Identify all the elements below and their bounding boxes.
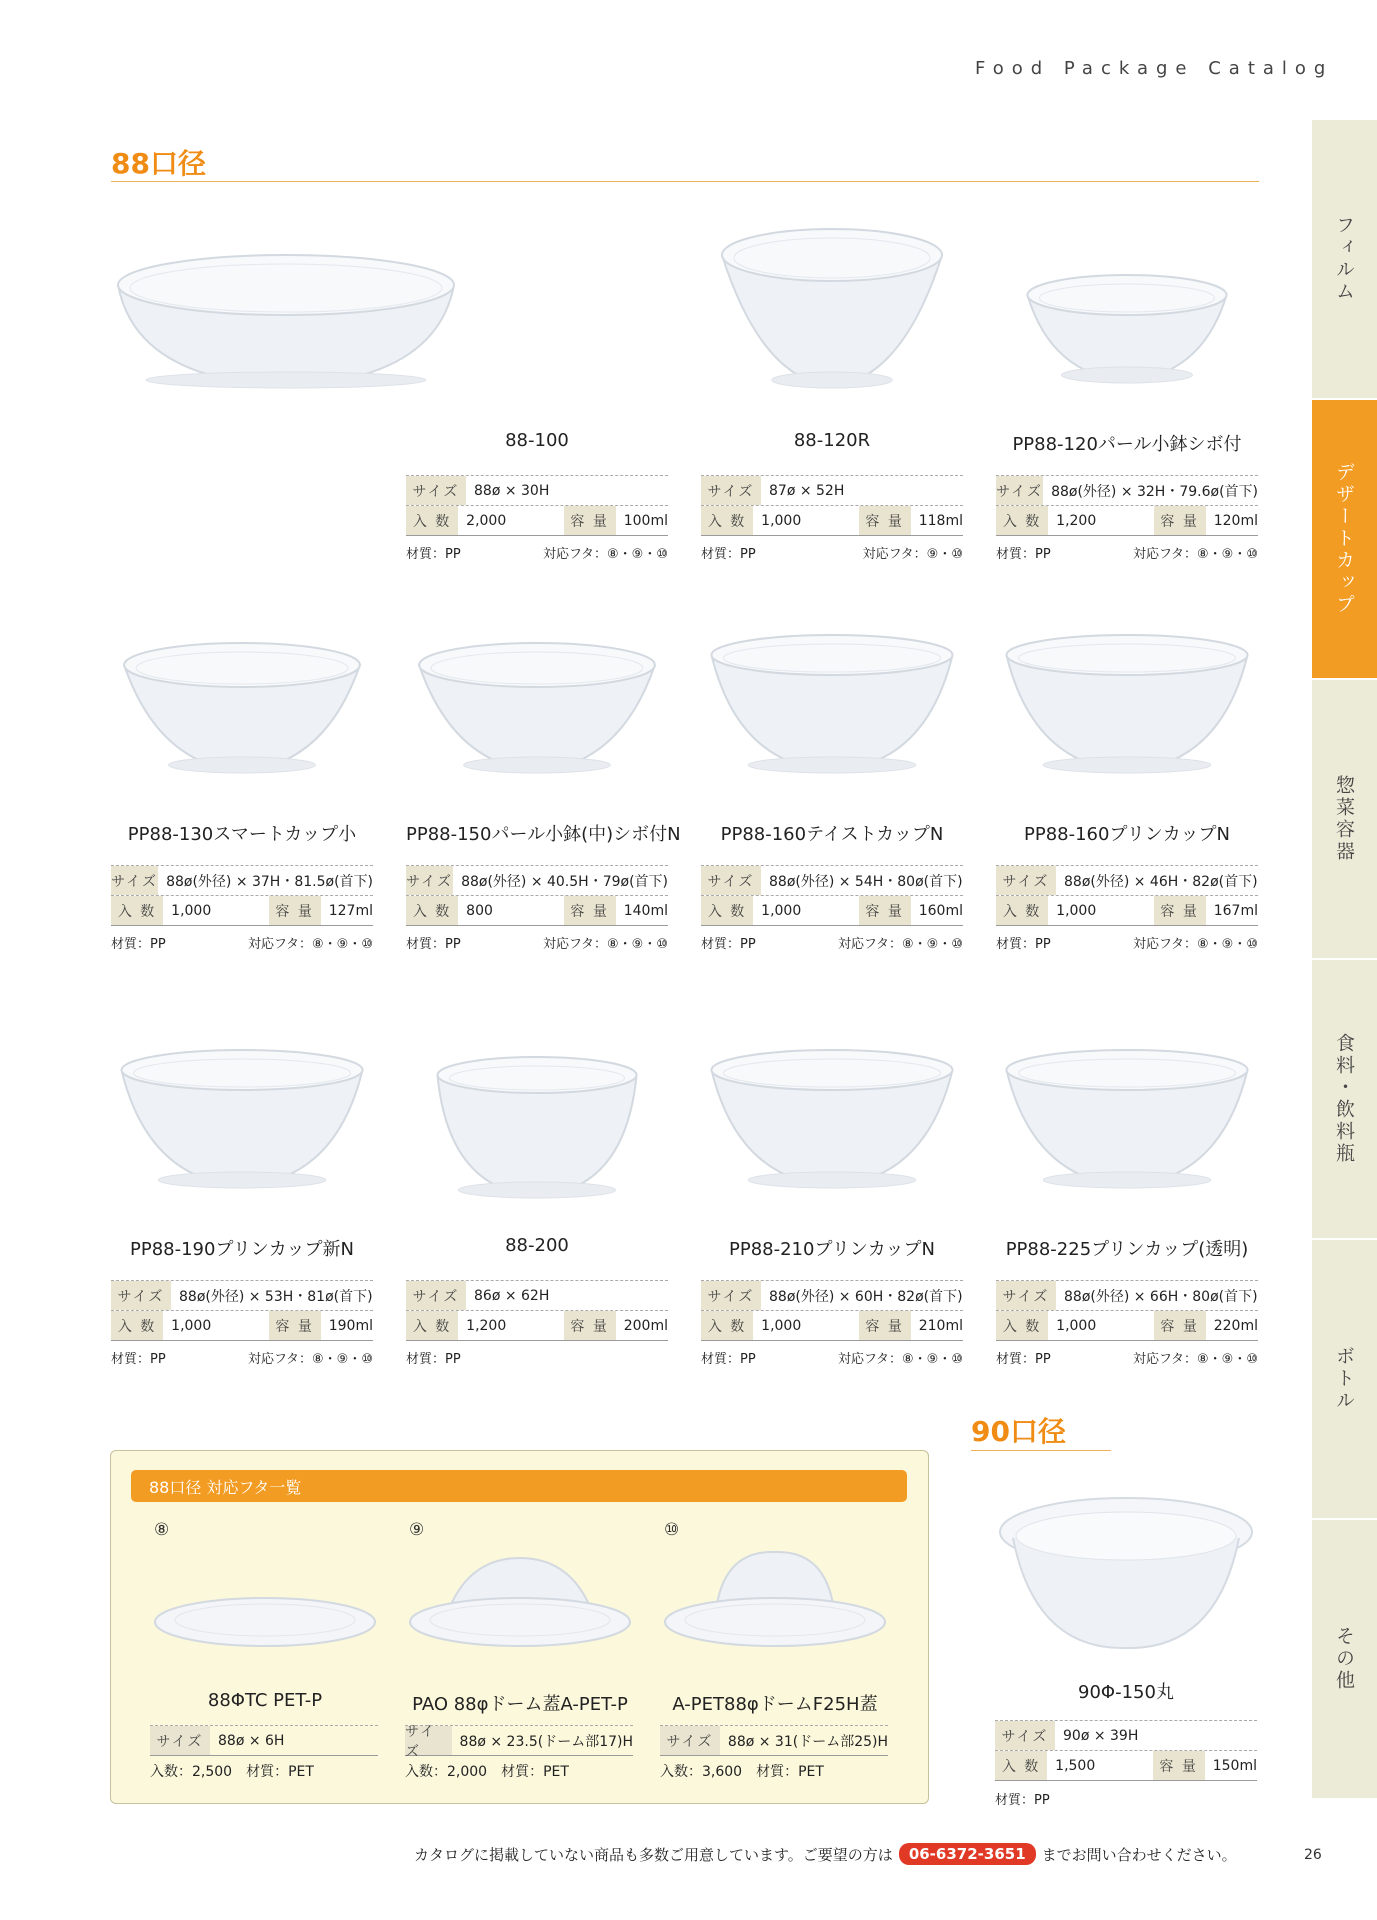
product-image xyxy=(996,225,1258,409)
lid-spec xyxy=(150,1725,378,1756)
spec-table xyxy=(111,1280,373,1341)
compatible-lids: 対応フタ：⑧・⑨・⑩ xyxy=(1132,1352,1258,1367)
footer-note xyxy=(414,1843,1237,1865)
product-image xyxy=(701,225,963,409)
compatible-lids: 対応フタ：⑧・⑨・⑩ xyxy=(1132,547,1258,562)
size-value: 90ø × 39H xyxy=(1063,1727,1139,1744)
cap-label: 容 量 xyxy=(1154,896,1206,925)
material-row xyxy=(996,1348,1258,1367)
material: 材質：PP xyxy=(701,547,756,562)
material: 材質：PP xyxy=(111,1352,166,1367)
material: 材質：PP xyxy=(111,937,166,952)
footer-text-after: までお問い合わせください。 xyxy=(1041,1845,1237,1864)
qty-value: 1,200 xyxy=(466,1317,507,1334)
qty-label: 入 数 xyxy=(996,896,1048,925)
cap-value: 167ml xyxy=(1213,902,1258,919)
spec-table xyxy=(406,865,668,926)
lid-name: A-PET88φドームF25H蓋 xyxy=(672,1694,878,1715)
tab-film[interactable] xyxy=(1312,120,1377,400)
qty-label: 入 数 xyxy=(406,506,458,535)
lid-number: ⑨ xyxy=(409,1520,425,1540)
material: 材質：PP xyxy=(995,1793,1050,1808)
product-image xyxy=(996,615,1258,799)
product-name: PP88-120パール小鉢シボ付 xyxy=(1012,434,1242,455)
cap-label: 容 量 xyxy=(564,1311,616,1340)
cap-label: 容 量 xyxy=(269,1311,321,1340)
lid-spec xyxy=(405,1723,633,1760)
cap-value: 150ml xyxy=(1212,1757,1257,1774)
size-label: サイズ xyxy=(701,476,761,505)
size-value: 88ø(外径) × 37H・81.5ø(首下) xyxy=(166,873,373,890)
cap-label: 容 量 xyxy=(1153,1751,1205,1780)
product-image xyxy=(406,1030,668,1214)
lid-number: ⑩ xyxy=(664,1520,680,1540)
material: 材質：PP xyxy=(701,1352,756,1367)
product-name: 90Φ-150丸 xyxy=(1078,1682,1174,1703)
qty-value: 1,000 xyxy=(761,512,802,529)
cap-value: 160ml xyxy=(918,902,963,919)
tab-other[interactable] xyxy=(1312,1520,1377,1800)
tab-deli-container[interactable] xyxy=(1312,680,1377,960)
compatible-lids: 対応フタ：⑧・⑨・⑩ xyxy=(1132,937,1258,952)
material: 材質：PP xyxy=(406,547,461,562)
tab-label: 食料・飲料瓶 xyxy=(1333,1033,1355,1165)
product-image xyxy=(111,615,373,799)
material: 材質：PP xyxy=(996,547,1051,562)
material: 材質：PP xyxy=(406,937,461,952)
spec-table xyxy=(996,475,1258,536)
cap-label: 容 量 xyxy=(859,506,911,535)
product-image xyxy=(996,1030,1258,1214)
lid-image xyxy=(660,1550,890,1664)
product-image xyxy=(111,1030,373,1214)
qty-value: 1,000 xyxy=(171,902,212,919)
product-name: PP88-150パール小鉢(中)シボ付N xyxy=(406,824,681,845)
lid-number: ⑧ xyxy=(154,1520,170,1540)
cap-label: 容 量 xyxy=(269,896,321,925)
tab-label: 惣菜容器 xyxy=(1333,775,1355,863)
qty-value: 2,000 xyxy=(466,512,507,529)
tab-label: フィルム xyxy=(1333,215,1355,303)
size-value: 88ø(外径) × 46H・82ø(首下) xyxy=(1064,873,1258,890)
material: 材質：PP xyxy=(701,937,756,952)
size-label: サイズ xyxy=(660,1726,720,1755)
spec-table xyxy=(996,865,1258,926)
size-label: サイズ xyxy=(111,1281,171,1310)
spec-table xyxy=(406,475,668,536)
page-number: 26 xyxy=(1304,1847,1322,1863)
size-label: サイズ xyxy=(405,1726,452,1755)
product-image xyxy=(406,615,668,799)
size-value: 88ø(外径) × 60H・82ø(首下) xyxy=(769,1288,963,1305)
catalog-title: Food Package Catalog xyxy=(975,58,1334,79)
spec-table xyxy=(111,865,373,926)
size-value: 88ø × 30H xyxy=(474,482,550,499)
material-row xyxy=(406,1348,668,1367)
cap-value: 100ml xyxy=(623,512,668,529)
cap-value: 220ml xyxy=(1213,1317,1258,1334)
spec-table xyxy=(406,1280,668,1341)
compatible-lids: 対応フタ：⑧・⑨・⑩ xyxy=(837,1352,963,1367)
size-value: 88ø(外径) × 53H・81ø(首下) xyxy=(179,1288,373,1305)
tab-label: デザートカップ xyxy=(1333,462,1355,616)
qty-value: 1,000 xyxy=(761,902,802,919)
product-name: PP88-210プリンカップN xyxy=(728,1239,936,1260)
section-title-90: 90口径 xyxy=(971,1415,1066,1448)
qty-value: 1,500 xyxy=(1055,1757,1096,1774)
product-name: 88-100 xyxy=(505,430,569,451)
size-value: 88ø(外径) × 32H・79.6ø(首下) xyxy=(1051,483,1258,500)
size-label: サイズ xyxy=(701,1281,761,1310)
size-label: サイズ xyxy=(995,1721,1055,1750)
product-name: PP88-130スマートカップ小 xyxy=(127,824,357,845)
size-value: 88ø × 23.5(ドーム部17)H xyxy=(459,1733,633,1750)
section-rule xyxy=(111,181,1259,182)
qty-label: 入 数 xyxy=(996,506,1048,535)
spec-table xyxy=(701,475,963,536)
lid-name: 88ΦTC PET-P xyxy=(207,1690,323,1711)
cap-label: 容 量 xyxy=(564,896,616,925)
qty-label: 入 数 xyxy=(111,896,163,925)
size-value: 86ø × 62H xyxy=(474,1287,550,1304)
lid-list-title: 88口径 対応フタ一覧 xyxy=(131,1470,907,1502)
qty-label: 入 数 xyxy=(995,1751,1047,1780)
qty-value: 1,200 xyxy=(1056,512,1097,529)
compatible-lids: 対応フタ：⑧・⑨・⑩ xyxy=(247,1352,373,1367)
cap-value: 200ml xyxy=(623,1317,668,1334)
compatible-lids: 対応フタ：⑨・⑩ xyxy=(862,547,963,562)
spec-table xyxy=(701,1280,963,1341)
lid-info: 入数：2,500 材質：PET xyxy=(150,1764,314,1780)
cap-label: 容 量 xyxy=(1154,1311,1206,1340)
qty-label: 入 数 xyxy=(111,1311,163,1340)
cap-value: 120ml xyxy=(1213,512,1258,529)
spec-table xyxy=(701,865,963,926)
material-row xyxy=(996,933,1258,952)
product-name: PP88-160テイストカップN xyxy=(720,824,944,845)
lid-name: PAO 88φドーム蓋A-PET-P xyxy=(412,1694,628,1715)
phone-number[interactable]: 06-6372-3651 xyxy=(899,1843,1036,1865)
product-image xyxy=(995,1480,1257,1664)
qty-label: 入 数 xyxy=(701,506,753,535)
qty-label: 入 数 xyxy=(701,896,753,925)
spec-table xyxy=(995,1720,1257,1781)
size-value: 88ø × 31(ドーム部25)H xyxy=(727,1733,888,1750)
material: 材質：PP xyxy=(406,1352,461,1367)
product-image xyxy=(701,615,963,799)
tab-food-drink-jar[interactable] xyxy=(1312,960,1377,1240)
size-label: サイズ xyxy=(406,1281,466,1310)
product-name: PP88-225プリンカップ(透明) xyxy=(1005,1239,1249,1260)
material-row xyxy=(995,1789,1257,1808)
qty-value: 1,000 xyxy=(1056,902,1097,919)
cap-value: 190ml xyxy=(328,1317,373,1334)
tab-label: その他 xyxy=(1333,1626,1355,1692)
lid-image xyxy=(150,1550,380,1664)
product-name: PP88-160プリンカップN xyxy=(1023,824,1231,845)
compatible-lids: 対応フタ：⑧・⑨・⑩ xyxy=(247,937,373,952)
material-row xyxy=(701,1348,963,1367)
cap-label: 容 量 xyxy=(859,1311,911,1340)
material-row xyxy=(701,933,963,952)
footer-text-before: カタログに掲載していない商品も多数ご用意しています。ご要望の方は xyxy=(414,1845,893,1864)
material-row xyxy=(996,543,1258,562)
size-label: サイズ xyxy=(150,1726,210,1755)
tab-label: ボトル xyxy=(1333,1346,1355,1412)
cap-label: 容 量 xyxy=(1154,506,1206,535)
material: 材質：PP xyxy=(996,937,1051,952)
size-label: サイズ xyxy=(996,866,1056,895)
lid-info: 入数：2,000 材質：PET xyxy=(405,1764,569,1780)
material-row xyxy=(406,933,668,952)
size-value: 88ø × 6H xyxy=(218,1732,285,1749)
lid-info: 入数：3,600 材質：PET xyxy=(660,1764,824,1780)
qty-value: 1,000 xyxy=(1056,1317,1097,1334)
product-image xyxy=(701,1030,963,1214)
qty-value: 1,000 xyxy=(171,1317,212,1334)
lid-spec xyxy=(660,1725,888,1756)
product-name: 88-120R xyxy=(793,430,871,451)
size-value: 88ø(外径) × 40.5H・79ø(首下) xyxy=(461,873,668,890)
size-label: サイズ xyxy=(996,476,1043,505)
size-value: 88ø(外径) × 54H・80ø(首下) xyxy=(769,873,963,890)
size-label: サイズ xyxy=(111,866,158,895)
cap-value: 118ml xyxy=(918,512,963,529)
material-row xyxy=(111,1348,373,1367)
compatible-lids: 対応フタ：⑧・⑨・⑩ xyxy=(837,937,963,952)
qty-value: 1,000 xyxy=(761,1317,802,1334)
product-name: 88-200 xyxy=(505,1235,569,1256)
tab-bottle[interactable] xyxy=(1312,1240,1377,1520)
cap-value: 210ml xyxy=(918,1317,963,1334)
qty-value: 800 xyxy=(466,902,493,919)
cap-value: 127ml xyxy=(328,902,373,919)
product-name: PP88-190プリンカップ新N xyxy=(129,1239,355,1260)
tab-dessert-cup[interactable] xyxy=(1312,400,1377,680)
cap-label: 容 量 xyxy=(859,896,911,925)
size-value: 88ø(外径) × 66H・80ø(首下) xyxy=(1064,1288,1258,1305)
compatible-lids: 対応フタ：⑧・⑨・⑩ xyxy=(542,937,668,952)
lid-image xyxy=(405,1550,635,1664)
size-label: サイズ xyxy=(406,866,453,895)
product-image xyxy=(111,245,461,429)
cap-label: 容 量 xyxy=(564,506,616,535)
qty-label: 入 数 xyxy=(406,896,458,925)
qty-label: 入 数 xyxy=(996,1311,1048,1340)
qty-label: 入 数 xyxy=(406,1311,458,1340)
compatible-lids: 対応フタ：⑧・⑨・⑩ xyxy=(542,547,668,562)
cap-value: 140ml xyxy=(623,902,668,919)
size-value: 87ø × 52H xyxy=(769,482,845,499)
size-label: サイズ xyxy=(996,1281,1056,1310)
size-label: サイズ xyxy=(406,476,466,505)
material: 材質：PP xyxy=(996,1352,1051,1367)
material-row xyxy=(406,543,668,562)
size-label: サイズ xyxy=(701,866,761,895)
material-row xyxy=(111,933,373,952)
section-title-88: 88口径 xyxy=(111,147,206,180)
material-row xyxy=(701,543,963,562)
section-rule xyxy=(971,1450,1111,1451)
qty-label: 入 数 xyxy=(701,1311,753,1340)
spec-table xyxy=(996,1280,1258,1341)
